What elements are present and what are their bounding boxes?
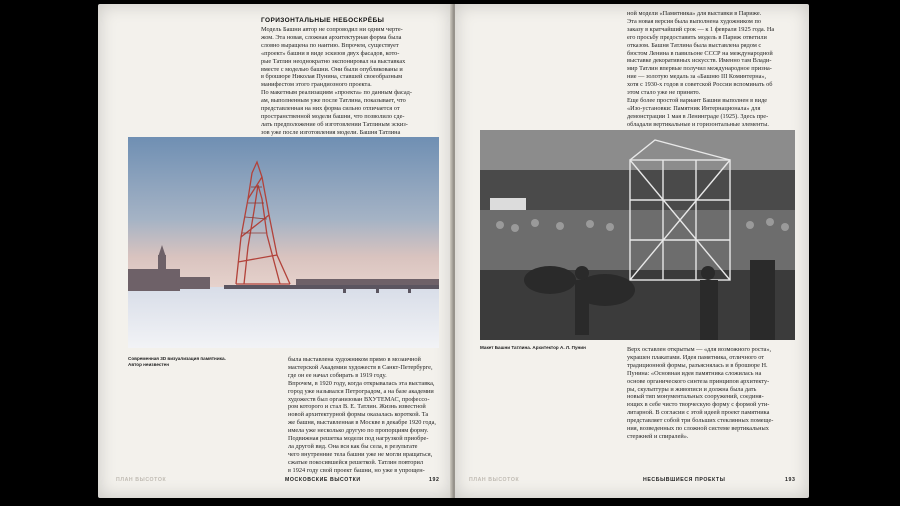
text-line: обладали вертикальные и горизонтальные элементы. (627, 120, 769, 128)
right-page (455, 4, 809, 498)
text-line: литарной. В согласии с этой идеей проект памятника (627, 409, 770, 417)
text-line: зов уже после изготовления модели. Башня Татлина (261, 128, 401, 136)
text-line: вместе с моделью башни. Они были опубликованы и (261, 65, 403, 73)
text-line: традиционной формы, разъяснялась и в брошюре Н. (627, 361, 768, 369)
text-line: Впрочем, в 1920 году, когда открывалась эта выставка, (288, 379, 435, 387)
text-line: ры, скульптуры и живописи и должна была дать (627, 385, 757, 393)
text-line: заказу в кратчайший срок — к 1 февраля 1925 года. На (627, 25, 775, 33)
text-line: Эта новая версия была выполнена художником по (627, 17, 761, 25)
caption-line: Современная 3D визуализация памятника. (128, 356, 226, 361)
text-line: пространственной модели башни, что позволило сде- (261, 112, 405, 120)
text-line: чего внутренние тела башни уже не могли вращаться, (288, 450, 433, 458)
text-line: Модель Башни автор не сопроводил ни одним черте- (261, 26, 403, 33)
text-line: новой архитектурной формы оказалась короткой. Та (288, 411, 429, 419)
page-number-right: 193 (785, 477, 796, 483)
text-line: его просьбу предоставить модель в Париж ответили (627, 33, 767, 41)
right-footer-ghost (469, 477, 519, 483)
text-line: же башня, выставленная в Москве в декабре 1920 года, (288, 419, 436, 427)
text-line: новый тип монументальных сооружений, соединя- (627, 393, 764, 401)
left-page (98, 4, 452, 498)
page-number-left: 192 (429, 477, 440, 483)
text-line: «Изо-установки: Памятник Интернационала» для (627, 104, 761, 112)
text-line: манифестом этого грандиозного проекта. (261, 81, 372, 89)
text-line: этом стало уже не принято. (627, 89, 701, 97)
text-line: ющих в себе чисто творческую форму с формой ути- (627, 401, 770, 409)
right-footer-section: НЕСБЫВШИЕСЯ ПРОЕКТЫ (643, 477, 726, 483)
text-line: ам, выполненным уже после Татлина, показывает, что (261, 97, 406, 105)
text-line: Подвижная решетка модели под нагрузкой приобре- (288, 435, 429, 443)
left-footer-ghost (116, 477, 166, 483)
text-line: художеств был организован ВХУТЕМАС, профессо- (288, 395, 430, 403)
text-line: По макетным реализациям «проекта» по данным фасад- (261, 89, 412, 97)
text-line: представленная на них форма сильно отличается от (261, 105, 400, 113)
text-line: хотя с 1930-х годов в советской России вспоминать об (627, 81, 773, 89)
text-line: украшен плакатами. Идея памятника, отличного от (627, 353, 765, 361)
text-line: словно выращена по наитию. Впрочем, существует (261, 41, 399, 49)
left-footer-section: МОСКОВСКИЕ ВЫСОТКИ (285, 477, 361, 483)
ghost-running-head: ПЛАН ВЫСОТОК (469, 477, 520, 483)
right-top-column (627, 10, 803, 129)
text-line: жом. Эта новая, сложная архитектурная форма была (261, 33, 402, 41)
text-line: отказом. Башня Татлина была выставлена рядом с (627, 41, 762, 49)
text-line: стержней и спиралей». (627, 432, 689, 440)
text-line: рые Татлин неоднократно экспонировал на выставках (261, 57, 406, 65)
text-line: представляет собой три больших стеклянных помеще- (627, 417, 774, 425)
left-bottom-column (288, 356, 448, 475)
text-line: «проект» башни в виде эскизов двух фасадов, кото- (261, 49, 400, 57)
text-line: выставке декоративных искусств. Именно там Влади- (627, 57, 772, 65)
tatlin-tower-parade-photo (480, 130, 795, 340)
text-line: мир Татлин впервые получил международное призна- (627, 65, 772, 73)
right-bottom-column (627, 346, 803, 441)
text-line: ние — золотую медаль за «Башню III Коминтерна», (627, 73, 767, 81)
text-line: в 1924 году свой проект башни, но уже в упрощен- (288, 466, 425, 474)
text-line: основе органического синтеза принципов архитекту- (627, 377, 770, 385)
text-line: была выставлена художником прямо в мозаичной (288, 356, 421, 363)
text-line: демонстрации 1 мая в Ленинграде (1925). Здесь пре- (627, 112, 769, 120)
text-line: ния, возведенных по сложной системе вертикальных (627, 425, 769, 433)
text-line: бюстом Ленина в павильоне СССР на международной (627, 49, 773, 57)
text-line: ла другой вид. Она вся как бы села, в результате (288, 442, 418, 450)
text-line: ной модели «Памятника» для выставки в Париже. (627, 10, 762, 17)
text-line: лать предположение об изготовлении Татлиным эскиз- (261, 120, 408, 128)
tower-3d-visualization-photo (128, 137, 439, 348)
section-heading: ГОРИЗОНТАЛЬНЫЕ НЕБОСКРЁБЫ (261, 17, 385, 24)
ghost-running-head: ПЛАН ВЫСОТОК (116, 477, 167, 483)
text-line: Пунина: «Основная идея памятника сложилась на (627, 369, 762, 377)
text-line: мастерской Академии художеств в Санкт-Петербурге, (288, 363, 433, 371)
text-line: сжатые покосившейся решеткой. Татлин повторил (288, 458, 424, 466)
text-line: в брошюре Николая Пунина, ставшей своеобразным (261, 73, 403, 81)
text-line: имела уже несколько другую по пропорциям форму. (288, 427, 429, 435)
text-line: город уже назывался Петроградом, а на базе академии (288, 387, 434, 395)
left-top-column (261, 26, 441, 137)
text-line: Верх оставлен открытым — «для возможного роста», (627, 346, 772, 353)
text-line: ром которого и стал В. Е. Татлин. Жизнь известной (288, 403, 426, 411)
text-line: где он ее начал собирать в 1919 году. (288, 371, 387, 379)
right-photo-caption: Макет Башни Татлина. Архитектор А. Л. Пунин (480, 345, 586, 350)
caption-line: Автор неизвестен (128, 361, 169, 367)
text-line: Еще более простой вариант Башни выполнен в виде (627, 96, 768, 104)
